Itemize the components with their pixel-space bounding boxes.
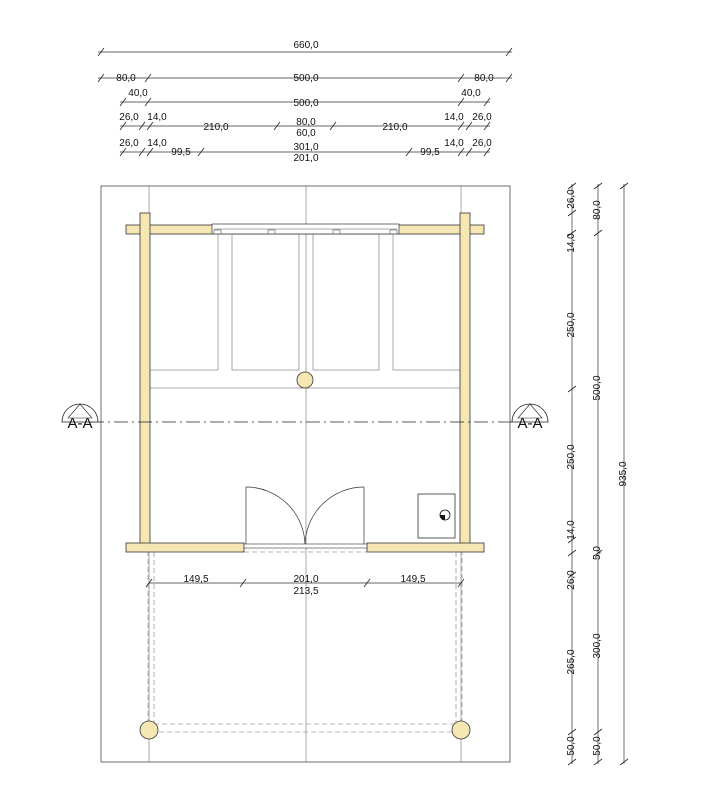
dim-label: 300,0	[592, 633, 603, 659]
bench-panel	[232, 234, 299, 370]
wall-left	[140, 213, 150, 551]
dim-label: 265,0	[566, 649, 577, 675]
top-dimension-row-3	[120, 88, 490, 109]
dim-label: 26,0	[472, 138, 492, 149]
dim-label: 201,0	[293, 574, 319, 585]
dim-label: 213,5	[293, 586, 319, 597]
window-hinge	[268, 230, 275, 234]
top-dimension-row-5	[119, 138, 492, 164]
dim-label: 500,0	[592, 375, 603, 401]
dim-label: 301,0	[293, 142, 319, 153]
dim-label: 935,0	[618, 461, 629, 487]
dim-label: 500,0	[293, 98, 319, 109]
side-dimension-col-2	[592, 183, 603, 765]
dim-label: 14,0	[566, 520, 577, 540]
center-post	[297, 372, 313, 388]
top-dimension-row-2	[98, 73, 512, 84]
wall-bottom-left	[126, 543, 244, 552]
porch-post-left	[140, 721, 158, 739]
dim-label: 14,0	[444, 112, 464, 123]
dim-label: 99,5	[420, 147, 440, 158]
dim-label: 149,5	[400, 574, 426, 585]
dim-label: 5,0	[592, 546, 603, 560]
window-hinge	[214, 230, 221, 234]
wall-right	[460, 213, 470, 551]
top-dimension-row-1	[98, 40, 512, 56]
dim-label: 60,0	[296, 128, 316, 139]
dim-label: 40,0	[128, 88, 148, 99]
top-dimension-row-4	[119, 112, 492, 139]
dim-label: 210,0	[203, 122, 229, 133]
dim-label: 14,0	[147, 138, 167, 149]
bench-panel	[150, 234, 218, 370]
dim-label: 50,0	[592, 736, 603, 756]
stove-icon	[440, 510, 450, 520]
dim-label: 26,0	[119, 112, 139, 123]
dim-label: 210,0	[382, 122, 408, 133]
dim-label: 26,0	[566, 189, 577, 209]
dim-label: 80,0	[116, 73, 136, 84]
section-marker-right	[512, 404, 548, 432]
dim-label: 26,0	[472, 112, 492, 123]
dim-label: 40,0	[461, 88, 481, 99]
window-hinge	[333, 230, 340, 234]
window-hinge	[390, 230, 397, 234]
dim-label: 99,5	[171, 147, 191, 158]
dim-label: 14,0	[566, 233, 577, 253]
wall-bottom-right	[367, 543, 484, 552]
side-dimension-col-3	[618, 183, 629, 765]
side-dimension-col-1	[566, 183, 577, 765]
dim-label: 500,0	[293, 73, 319, 84]
dim-label: 149,5	[183, 574, 209, 585]
dim-label: 250,0	[566, 444, 577, 470]
dim-label: 14,0	[444, 138, 464, 149]
section-label: A-A	[67, 415, 93, 432]
dim-label: 80,0	[296, 117, 316, 128]
dim-label: 80,0	[474, 73, 494, 84]
bench-panel	[393, 234, 460, 370]
dim-label: 26,0	[119, 138, 139, 149]
porch-post-right	[452, 721, 470, 739]
dim-label: 14,0	[147, 112, 167, 123]
dim-label: 201,0	[293, 153, 319, 164]
dim-label: 50,0	[566, 736, 577, 756]
bench-area	[150, 234, 460, 388]
roof-outline	[101, 186, 510, 762]
double-door	[244, 487, 367, 548]
dim-label: 26,0	[566, 570, 577, 590]
dim-label: 660,0	[293, 40, 319, 51]
bench-panel	[313, 234, 379, 370]
door-dimension-row	[146, 574, 464, 597]
dim-label: 250,0	[566, 312, 577, 338]
section-label: A-A	[517, 415, 543, 432]
section-marker-left	[62, 404, 98, 432]
dim-label: 80,0	[592, 200, 603, 220]
